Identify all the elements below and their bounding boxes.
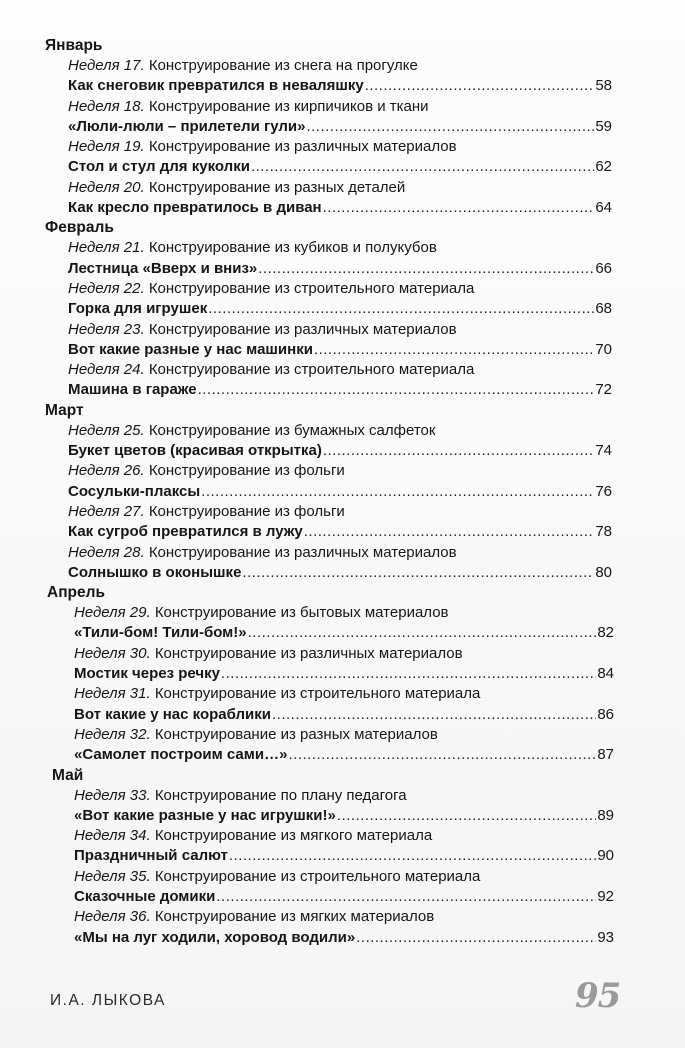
page-number: 59 bbox=[595, 117, 612, 135]
activity-description: Конструирование из строительного материала bbox=[148, 279, 475, 297]
entry-subtitle bbox=[68, 178, 612, 198]
entry-title: Как кресло превратилось в диван bbox=[68, 199, 322, 217]
activity-description: Конструирование из различных материалов bbox=[148, 320, 457, 338]
week-label: Неделя 35. bbox=[74, 867, 151, 885]
week-label: Неделя 23. bbox=[68, 320, 145, 338]
page-number: 76 bbox=[595, 482, 612, 500]
week-label: Неделя 18. bbox=[68, 97, 145, 115]
entry-subtitle bbox=[74, 684, 614, 704]
entry-title-line bbox=[68, 482, 612, 502]
activity-description: Конструирование из мягких материалов bbox=[154, 908, 435, 926]
entry-subtitle bbox=[74, 786, 614, 806]
dot-leader bbox=[304, 522, 595, 542]
page-number: 72 bbox=[595, 381, 612, 399]
entry-title: Праздничный салют bbox=[74, 847, 228, 865]
entry-title: Вот какие разные у нас машинки bbox=[68, 340, 313, 358]
entry-subtitle bbox=[68, 137, 612, 157]
entry-subtitle bbox=[68, 543, 612, 563]
week-label: Неделя 17. bbox=[68, 57, 145, 74]
footer-author: И.А. ЛЫКОВА bbox=[50, 992, 166, 1009]
page-number: 78 bbox=[595, 523, 612, 541]
entry-subtitle bbox=[74, 826, 614, 846]
week-label: Неделя 31. bbox=[74, 685, 151, 703]
entry-title: Букет цветов (красивая открытка) bbox=[68, 442, 322, 460]
page-number: 90 bbox=[597, 847, 614, 865]
entry-title: Мостик через речку bbox=[74, 665, 220, 683]
dot-leader bbox=[216, 887, 596, 907]
month-heading: Февраль bbox=[45, 219, 114, 237]
week-label: Неделя 33. bbox=[74, 786, 151, 804]
page-number: 64 bbox=[595, 199, 612, 217]
page-number: 58 bbox=[595, 77, 612, 95]
dot-leader bbox=[198, 380, 595, 400]
entry-subtitle bbox=[68, 421, 612, 441]
entry-subtitle bbox=[74, 603, 614, 623]
entry-title: Солнышко в оконышке bbox=[68, 563, 242, 581]
page-number: 92 bbox=[597, 887, 614, 905]
entry-title: Как снеговик превратился в неваляшку bbox=[68, 77, 364, 95]
dot-leader bbox=[323, 198, 595, 218]
entry-subtitle bbox=[68, 320, 612, 340]
month-heading: Май bbox=[52, 766, 84, 784]
page-number: 70 bbox=[595, 340, 612, 358]
entry-subtitle bbox=[68, 360, 612, 380]
entry-subtitle bbox=[68, 97, 612, 117]
toc-entry bbox=[74, 725, 614, 766]
entry-title: «Самолет построим сами…» bbox=[74, 746, 288, 764]
entry-title-line bbox=[68, 259, 612, 279]
dot-leader bbox=[356, 928, 596, 948]
entry-title-line bbox=[68, 157, 612, 177]
toc-entry bbox=[74, 786, 614, 827]
month-heading: Март bbox=[45, 401, 84, 419]
activity-description: Конструирование из снега на прогулке bbox=[148, 57, 418, 74]
entry-subtitle bbox=[68, 56, 612, 76]
entry-title: Стол и стул для куколки bbox=[68, 158, 250, 176]
dot-leader bbox=[306, 117, 594, 137]
activity-description: Конструирование из разных деталей bbox=[148, 178, 406, 196]
activity-description: Конструирование из фольги bbox=[148, 502, 345, 520]
page-number: 93 bbox=[597, 928, 614, 946]
entry-title: Горка для игрушек bbox=[68, 300, 208, 318]
page-number: 84 bbox=[597, 665, 614, 683]
week-label: Неделя 21. bbox=[68, 239, 145, 257]
entry-title: Машина в гараже bbox=[68, 381, 197, 399]
dot-leader bbox=[248, 623, 597, 643]
week-label: Неделя 25. bbox=[68, 421, 145, 439]
activity-description: Конструирование из различных материалов bbox=[148, 543, 457, 561]
dot-leader bbox=[208, 299, 594, 319]
week-label: Неделя 27. bbox=[68, 502, 145, 520]
toc-entry bbox=[74, 684, 614, 725]
activity-description: Конструирование по плану педагога bbox=[154, 786, 407, 804]
toc-entry bbox=[68, 360, 612, 401]
week-label: Неделя 24. bbox=[68, 361, 145, 379]
entry-title-line bbox=[68, 198, 612, 218]
toc-entry bbox=[68, 56, 612, 97]
entry-title: Как сугроб превратился в лужу bbox=[68, 523, 303, 541]
toc-entry bbox=[68, 137, 612, 178]
week-label: Неделя 19. bbox=[68, 138, 145, 156]
entry-title-line bbox=[68, 76, 612, 96]
activity-description: Конструирование из различных материалов bbox=[148, 138, 457, 156]
page-number: 89 bbox=[597, 806, 614, 824]
dot-leader bbox=[272, 705, 596, 725]
activity-description: Конструирование из бумажных салфеток bbox=[148, 421, 436, 439]
entry-title-line bbox=[68, 563, 612, 583]
page-number: 74 bbox=[595, 442, 612, 460]
toc-entry bbox=[68, 238, 612, 279]
page-number: 66 bbox=[595, 259, 612, 277]
dot-leader bbox=[258, 259, 594, 279]
activity-description: Конструирование из кирпичиков и ткани bbox=[148, 97, 429, 115]
dot-leader bbox=[288, 745, 596, 765]
entry-subtitle bbox=[68, 502, 612, 522]
page-number: 68 bbox=[595, 300, 612, 318]
toc-entry bbox=[68, 97, 612, 138]
entry-title: «Тили-бом! Тили-бом!» bbox=[74, 624, 247, 642]
activity-description: Конструирование из фольги bbox=[148, 462, 345, 480]
entry-title-line bbox=[74, 846, 614, 866]
week-label: Неделя 34. bbox=[74, 827, 151, 845]
toc-entry bbox=[68, 543, 612, 584]
dot-leader bbox=[337, 806, 596, 826]
activity-description: Конструирование из мягкого материала bbox=[154, 827, 433, 845]
entry-title-line bbox=[68, 441, 612, 461]
week-label: Неделя 20. bbox=[68, 178, 145, 196]
activity-description: Конструирование из кубиков и полукубов bbox=[148, 239, 437, 257]
dot-leader bbox=[242, 563, 594, 583]
entry-title-line bbox=[68, 117, 612, 137]
toc-entry bbox=[68, 461, 612, 502]
month-heading: Апрель bbox=[47, 584, 106, 602]
entry-title: «Вот какие разные у нас игрушки!» bbox=[74, 806, 336, 824]
dot-leader bbox=[314, 340, 594, 360]
toc-entry bbox=[68, 279, 612, 320]
entry-title-line bbox=[68, 340, 612, 360]
week-label: Неделя 32. bbox=[74, 725, 151, 743]
dot-leader bbox=[229, 846, 596, 866]
toc-entry bbox=[74, 603, 614, 644]
entry-title-line bbox=[74, 623, 614, 643]
activity-description: Конструирование из строительного материала bbox=[154, 867, 481, 885]
entry-subtitle bbox=[74, 907, 614, 927]
activity-description: Конструирование из строительного материала bbox=[148, 361, 475, 379]
week-label: Неделя 30. bbox=[74, 644, 151, 662]
entry-title-line bbox=[74, 705, 614, 725]
activity-description: Конструирование из различных материалов bbox=[154, 644, 463, 662]
week-label: Неделя 26. bbox=[68, 462, 145, 480]
toc-entry bbox=[68, 320, 612, 361]
toc-entry bbox=[74, 867, 614, 908]
entry-title: «Люли-люли – прилетели гули» bbox=[68, 117, 306, 135]
page-number: 87 bbox=[597, 746, 614, 764]
table-of-contents bbox=[0, 36, 685, 948]
toc-entry bbox=[74, 644, 614, 685]
toc-entry bbox=[68, 502, 612, 543]
toc-entry bbox=[74, 826, 614, 867]
entry-title-line bbox=[68, 380, 612, 400]
entry-title-line bbox=[68, 299, 612, 319]
activity-description: Конструирование из строительного материала bbox=[154, 685, 481, 703]
toc-entry bbox=[74, 907, 614, 948]
month-heading: Январь bbox=[45, 37, 103, 54]
dot-leader bbox=[365, 76, 595, 96]
week-label: Неделя 28. bbox=[68, 543, 145, 561]
dot-leader bbox=[323, 441, 594, 461]
page-number: 62 bbox=[595, 158, 612, 176]
week-label: Неделя 36. bbox=[74, 908, 151, 926]
entry-title: Вот какие у нас кораблики bbox=[74, 705, 271, 723]
entry-title: «Мы на луг ходили, хоровод водили» bbox=[74, 928, 356, 946]
footer-page-number: 95 bbox=[575, 976, 621, 1016]
activity-description: Конструирование из бытовых материалов bbox=[154, 604, 449, 622]
entry-title: Сосульки-плаксы bbox=[68, 482, 201, 500]
entry-subtitle bbox=[74, 867, 614, 887]
entry-title-line bbox=[74, 887, 614, 907]
entry-title: Лестница «Вверх и вниз» bbox=[68, 259, 258, 277]
dot-leader bbox=[201, 482, 594, 502]
toc-entry bbox=[68, 421, 612, 462]
entry-subtitle bbox=[74, 725, 614, 745]
entry-title-line bbox=[74, 745, 614, 765]
entry-subtitle bbox=[68, 461, 612, 481]
week-label: Неделя 22. bbox=[68, 279, 145, 297]
page-number: 86 bbox=[597, 705, 614, 723]
activity-description: Конструирование из разных материалов bbox=[154, 725, 438, 743]
page-number: 82 bbox=[597, 624, 614, 642]
entry-title-line bbox=[68, 522, 612, 542]
toc-entry bbox=[68, 178, 612, 219]
entry-subtitle bbox=[68, 238, 612, 258]
entry-title-line bbox=[74, 806, 614, 826]
dot-leader bbox=[221, 664, 596, 684]
week-label: Неделя 29. bbox=[74, 604, 151, 622]
entry-title: Сказочные домики bbox=[74, 887, 216, 905]
dot-leader bbox=[251, 157, 594, 177]
entry-subtitle bbox=[74, 644, 614, 664]
entry-title-line bbox=[74, 928, 614, 948]
page-number: 80 bbox=[595, 563, 612, 581]
entry-subtitle bbox=[68, 279, 612, 299]
entry-title-line bbox=[74, 664, 614, 684]
